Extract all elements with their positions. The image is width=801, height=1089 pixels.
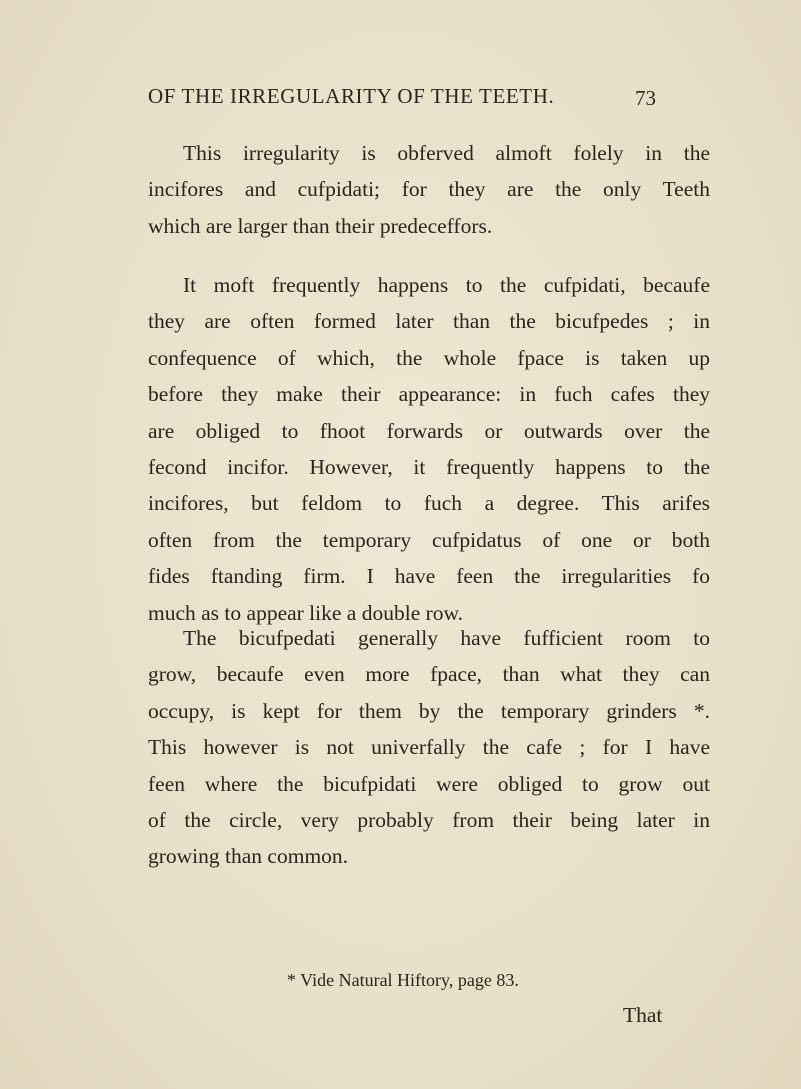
text-line: they are often formed later than the bicufpedes ; in bbox=[148, 309, 710, 334]
text-line: much as to appear like a double row. bbox=[148, 600, 464, 625]
text-line: are obliged to fhoot forwards or outwards over the bbox=[148, 418, 710, 443]
text-line: It moft frequently happens to the cufpidati, becaufe bbox=[183, 273, 710, 297]
footnote: * Vide Natural Hiftory, page 83. bbox=[287, 970, 519, 990]
page-number: 73 bbox=[635, 86, 656, 110]
text-line: of the circle, very probably from their being later in bbox=[148, 808, 710, 833]
text-line: before they make their appearance: in fuch cafes they bbox=[148, 382, 710, 407]
text-line: confequence of which, the whole fpace is taken up bbox=[148, 345, 710, 370]
header-title: OF THE IRREGULARITY OF THE TEETH. bbox=[148, 84, 555, 108]
catchword: That bbox=[623, 1003, 663, 1027]
text-line: often from the temporary cufpidatus of one or both bbox=[148, 527, 710, 552]
text-line: incifores, but feldom to fuch a degree. This arifes bbox=[148, 491, 710, 516]
text-line: grow, becaufe even more fpace, than what they can bbox=[148, 662, 710, 687]
text-line: fides ftanding firm. I have feen the irregularities fo bbox=[148, 564, 710, 589]
text-line: growing than common. bbox=[148, 844, 349, 869]
text-line: which are larger than their predeceffors. bbox=[148, 213, 493, 238]
text-line: incifores and cufpidati; for they are the only Teeth bbox=[148, 177, 710, 202]
paragraph-1 bbox=[148, 135, 710, 244]
text-line: This irregularity is obferved almoft folely in the bbox=[183, 141, 710, 165]
paragraph-3 bbox=[148, 620, 710, 875]
text-line: fecond incifor. However, it frequently happens to the bbox=[148, 455, 710, 480]
text-line: occupy, is kept for them by the temporary grinders *. bbox=[148, 698, 710, 723]
text-line: This however is not univerfally the cafe ; for I have bbox=[148, 735, 710, 760]
text-line: feen where the bicufpidati were obliged to grow out bbox=[148, 771, 710, 796]
running-header bbox=[148, 84, 656, 114]
paragraph-2 bbox=[148, 267, 710, 631]
text-line: The bicufpedati generally have fufficient room to bbox=[183, 626, 710, 650]
